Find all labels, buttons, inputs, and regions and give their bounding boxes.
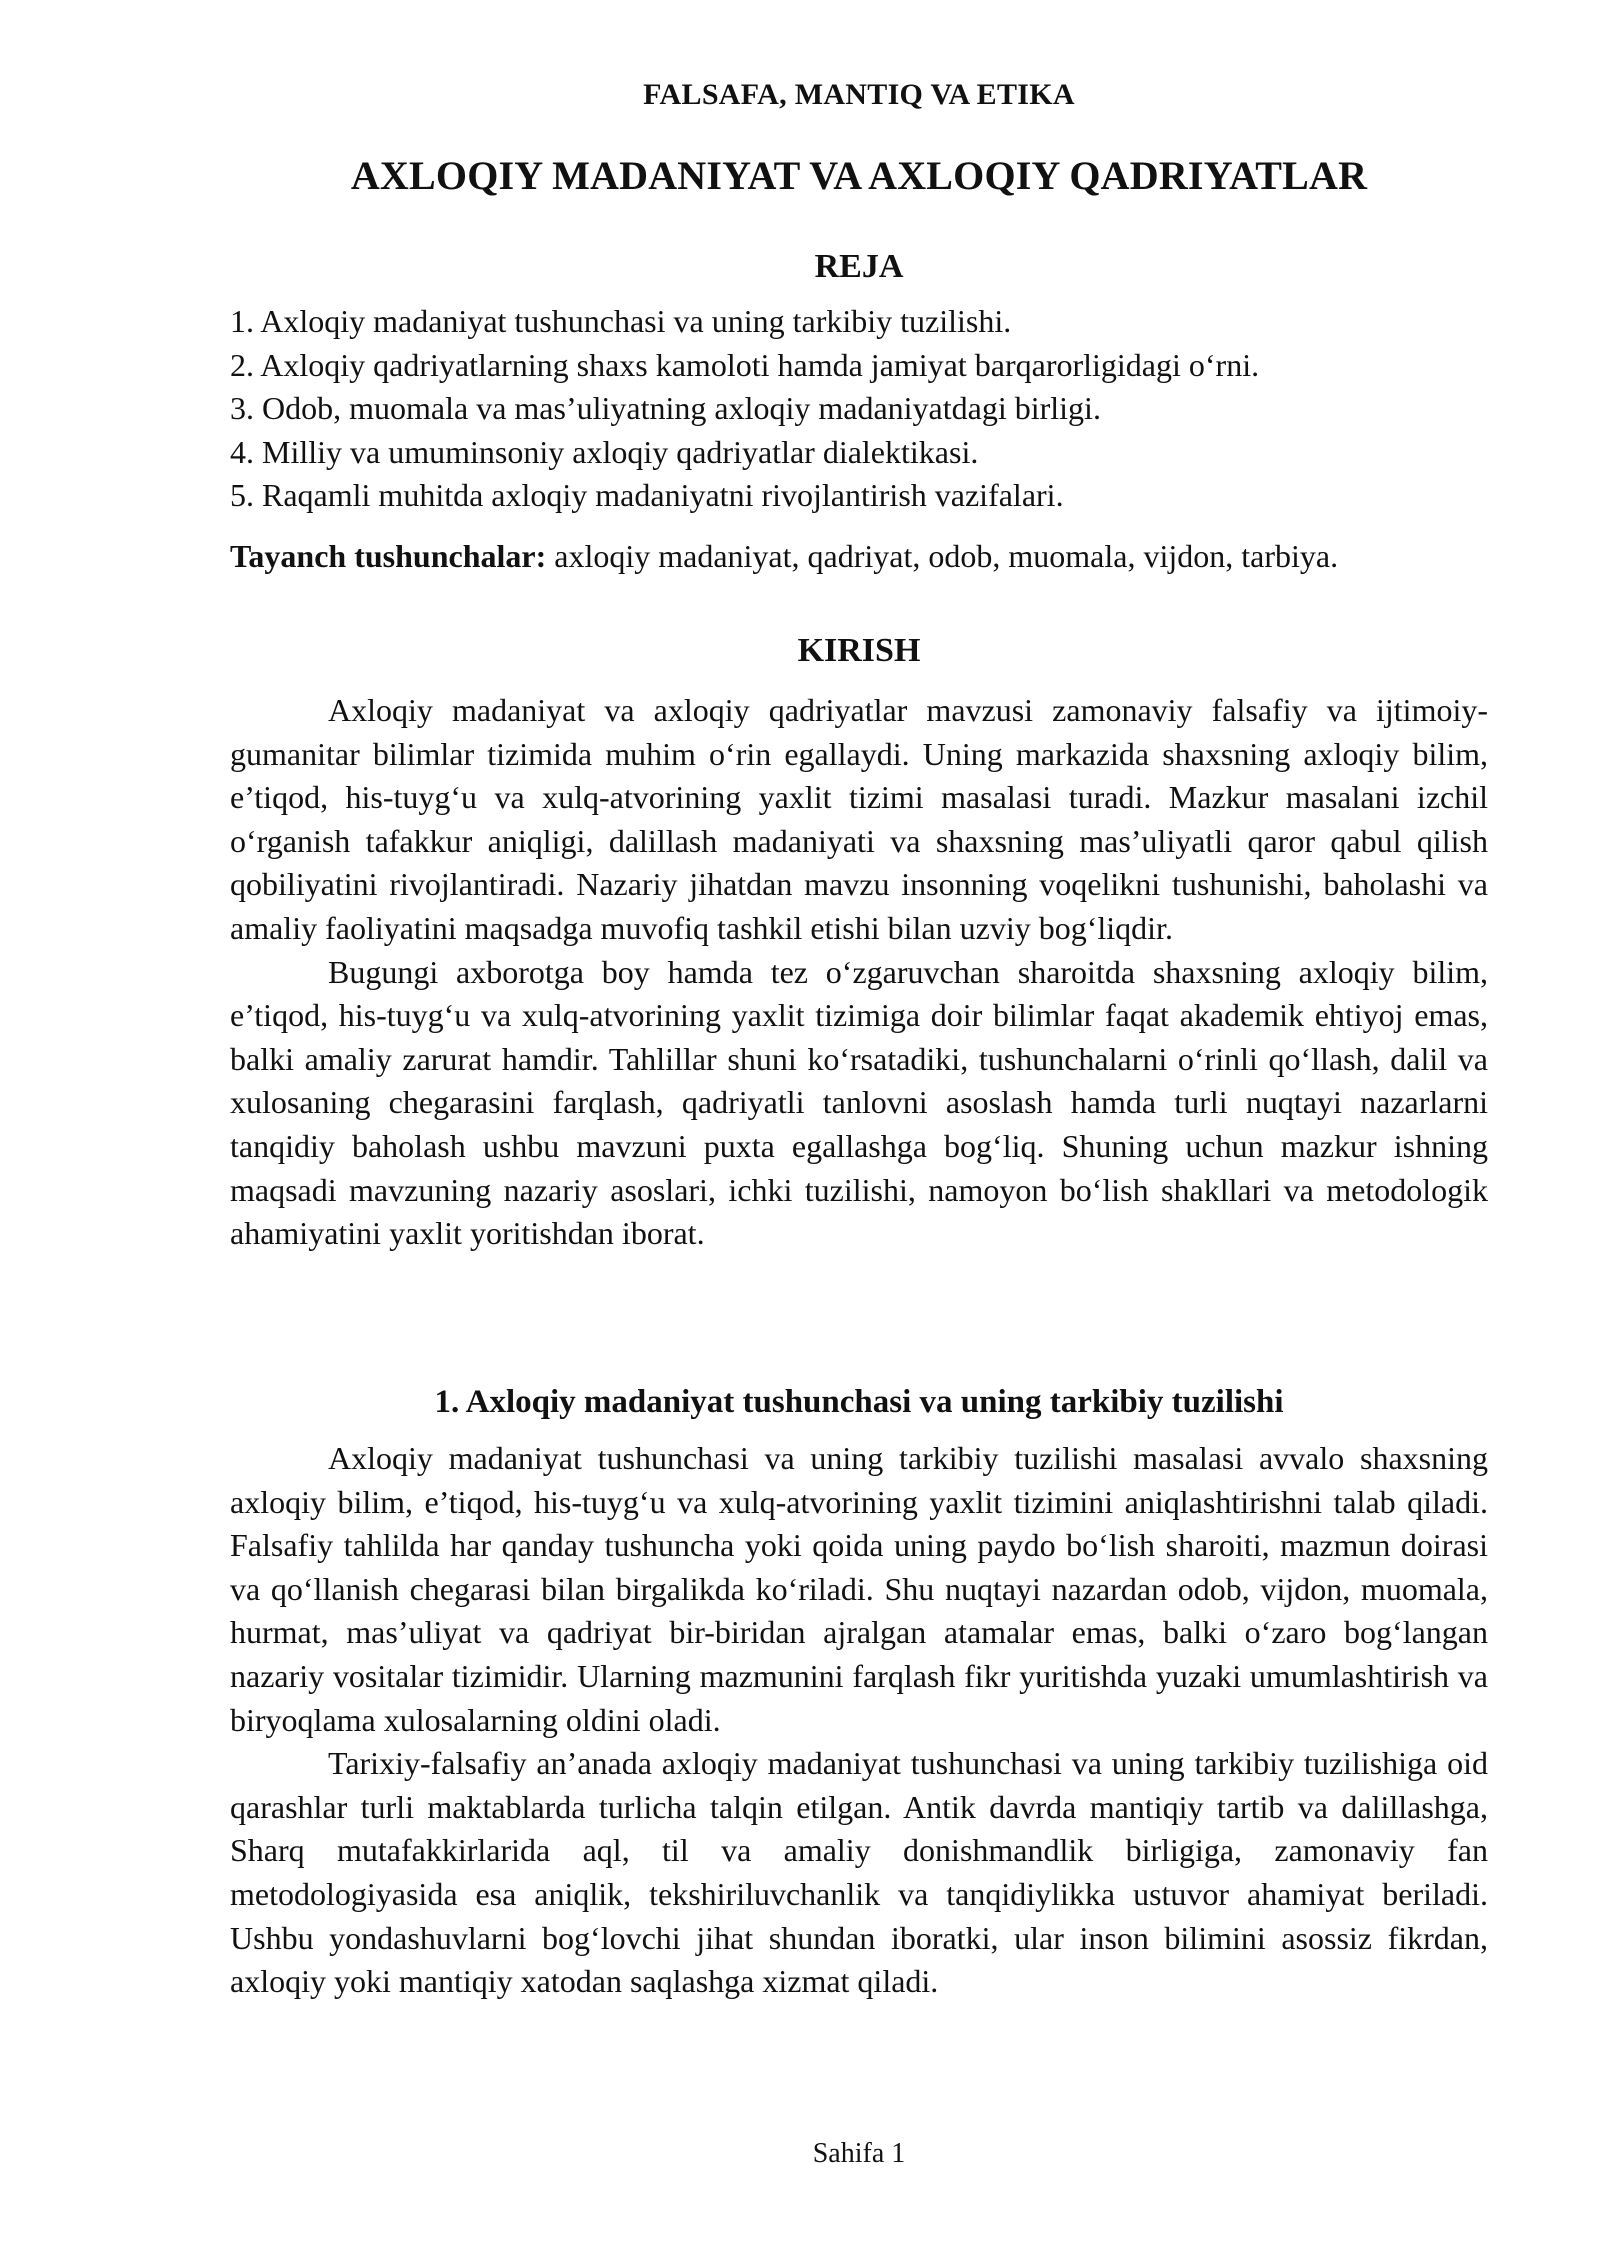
paragraph: Axloqiy madaniyat va axloqiy qadriyatlar mavzusi zamonaviy falsafiy va ijtimoiy-gumanitar bilimlar tizimida muhim o‘rin egallaydi. Uning markazida shaxsning axloqiy bilim, e’tiqod, his-tuyg‘u va xulq-atvorining yaxlit tizimi masalasi turadi. Mazkur masalani izchil o‘rganish tafakkur aniqligi, dalillash madaniyati va shaxsning mas’uliyatli qaror qabul qilish qobiliyatini rivojlantiradi. Nazariy jihatdan mavzu insonning voqelikni tushunishi, baholashi va amaliy faoliyatini maqsadga muvofiq tashkil etishi bilan uzviy bog‘liqdir. [230,692,1488,946]
section-body [230,1437,1488,2004]
key-concepts-text: axloqiy madaniyat, qadriyat, odob, muomala, vijdon, tarbiya. [546,538,1339,574]
plan-item: 2. Axloqiy qadriyatlarning shaxs kamoloti hamda jamiyat barqarorligidagi o‘rni. [230,346,1260,383]
intro-heading: KIRISH [797,632,921,669]
plan-item: 3. Odob, muomala va mas’uliyatning axloqiy madaniyatdagi birligi. [230,390,1101,426]
plan-item: 4. Milliy va umuminsoniy axloqiy qadriyatlar dialektikasi. [230,433,979,470]
paragraph: Bugungi axborotga boy hamda tez o‘zgaruvchan sharoitda shaxsning axloqiy bilim, e’tiqod, his-tuyg‘u va xulq-atvorining yaxlit tizimiga doir bilimlar faqat akademik ehtiyoj emas, balki amaliy zarurat hamdir. Tahlillar shuni ko‘rsatadiki, tushunchalarni o‘rinli qo‘llash, dalil va xulosaning chegarasini farqlash, qadriyatli tanlovni asoslash hamda turli nuqtayi nazarlarni tanqidiy baholash ushbu mavzuni puxta egallashga bog‘liq. Shuning uchun mazkur ishning maqsadi mavzuning nazariy asoslari, ichki tuzilishi, namoyon bo‘lish shakllari va metodologik ahamiyatini yaxlit yoritishdan iborat. [230,953,1488,1252]
key-concepts [230,535,1488,579]
paragraph: Tarixiy-falsafiy an’anada axloqiy madaniyat tushunchasi va uning tarkibiy tuzilishiga oid qarashlar turli maktablarda turlicha talqin etilgan. Antik davrda mantiqiy tartib va dalillashga, Sharq mutafakkirlarida aql, til va amaliy donishmandlik birligiga, zamonaviy fan metodologiyasida esa aniqlik, tekshiriluvchanlik va tanqidiylikka ustuvor ahamiyat beriladi. Ushbu yondashuvlarni bog‘lovchi jihat shundan iboratki, ular inson bilimini asossiz fikrdan, axloqiy yoki mantiqiy xatodan saqlashga xizmat qiladi. [230,1745,1488,2000]
page-title: AXLOQIY MADANIYAT VA AXLOQIY QADRIYATLAR [350,153,1368,198]
document-page [230,0,1488,2262]
page-number: Sahifa 1 [812,2138,906,2169]
plan-item: 1. Axloqiy madaniyat tushunchasi va uning tarkibiy tuzilishi. [230,303,1012,339]
key-concepts-label: Tayanch tushunchalar: [230,538,547,574]
section-heading: 1. Axloqiy madaniyat tushunchasi va uning tarkibiy tuzilishi [434,1384,1284,1420]
plan-heading: REJA [814,248,904,285]
intro-body [230,689,1488,1256]
plan-list [230,300,1488,518]
plan-item: 5. Raqamli muhitda axloqiy madaniyatni rivojlantirish vazifalari. [230,477,1064,513]
paragraph: Axloqiy madaniyat tushunchasi va uning tarkibiy tuzilishi masalasi avvalo shaxsning axloqiy bilim, e’tiqod, his-tuyg‘u va xulq-atvorining yaxlit tizimini aniqlashtirishni talab qiladi. Falsafiy tahlilda har qanday tushuncha yoki qoida uning paydo bo‘lish sharoiti, mazmun doirasi va qo‘llanish chegarasi bilan birgalikda ko‘riladi. Shu nuqtayi nazardan odob, vijdon, muomala, hurmat, mas’uliyat va qadriyat bir-biridan ajralgan atamalar emas, balki o‘zaro bog‘langan nazariy vositalar tizimidir. Ularning mazmunini farqlash fikr yuritishda yuzaki umumlashtirish va biryoqlama xulosalarning oldini oladi. [230,1440,1488,1738]
subject-header: FALSAFA, MANTIQ VA ETIKA [643,78,1075,111]
